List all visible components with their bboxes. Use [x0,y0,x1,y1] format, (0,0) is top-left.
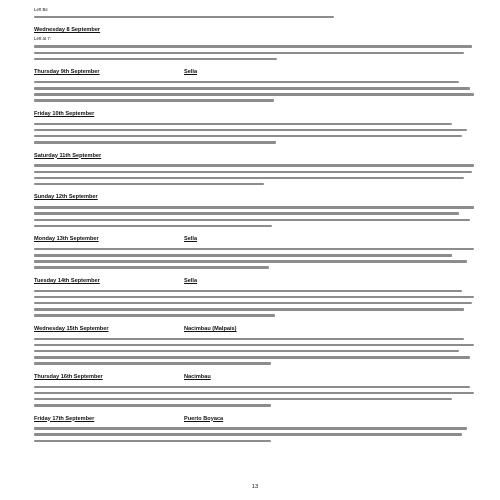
entry-date: Tuesday 14th September [34,277,100,284]
text-line [34,248,474,250]
text-line [34,164,474,166]
text-line [34,16,334,18]
entry-location: Puerto Boyaca [184,415,224,422]
entry-location: Sella [184,277,198,284]
text-line [34,135,462,137]
diary-entry [34,236,476,269]
entry-heading [34,236,476,244]
text-line [34,338,464,340]
document-page [34,6,476,494]
diary-entry [34,416,476,443]
text-line [34,404,271,406]
diary-entry [34,69,476,102]
entry-date: Monday 13th September [34,236,99,243]
text-line [34,260,467,262]
text-line [34,93,474,95]
text-line [34,52,464,54]
text-line [34,129,467,131]
text-line [34,177,464,179]
diary-entry [34,111,476,144]
text-line [34,225,272,227]
text-line [34,81,459,83]
page-number: 13 [251,484,259,490]
intro-paragraph [34,8,476,19]
entry-heading [34,416,476,424]
text-line [34,386,470,388]
text-line [34,87,470,89]
entry-date: Wednesday 8 September [34,27,101,34]
text-line [34,308,464,310]
entry-location: Sella [184,236,198,243]
text-line [34,398,452,400]
text-line [34,344,474,346]
text-line [34,433,462,435]
text-line [34,290,462,292]
text-line [34,45,472,47]
diary-entry [34,153,476,186]
entry-date: Friday 10th September [34,110,95,117]
entry-date: Thursday 16th September [34,373,103,380]
text-line [34,206,474,208]
text-line [34,356,470,358]
entry-heading [34,194,476,202]
text-line [34,212,459,214]
entry-heading [34,326,476,334]
entry-date: Saturday 11th September [34,152,102,159]
diary-entry [34,194,476,227]
text-line [34,141,276,143]
diary-entry [34,326,476,365]
entry-heading [34,374,476,382]
entry-date: Sunday 12th September [34,194,98,201]
text-line [34,314,275,316]
text-line [34,266,269,268]
entry-date: Wednesday 15th September [34,325,109,332]
entry-date: Thursday 9th September [34,69,100,76]
diary-entry [34,27,476,60]
entry-heading [34,69,476,77]
entry-heading [34,153,476,161]
text-line [34,58,277,60]
text-line [34,123,452,125]
text-line [34,392,474,394]
text-line [34,362,271,364]
entry-location: Nacimbau [184,373,211,380]
entry-heading [34,27,476,35]
text-line [34,99,274,101]
entry-lead-text: Left at 7: [34,36,52,41]
text-line [34,183,264,185]
entry-date: Friday 17th September [34,415,95,422]
diary-entry [34,374,476,407]
text-line [34,350,459,352]
text-line [34,254,452,256]
text-line [34,171,472,173]
text-line [34,219,470,221]
diary-text [34,8,476,442]
text-line [34,296,474,298]
entry-heading [34,111,476,119]
text-line [34,302,472,304]
intro-lead-text: Left Bil [34,7,48,12]
diary-entry [34,278,476,317]
entry-heading [34,278,476,286]
text-line [34,440,271,442]
text-line [34,427,467,429]
entry-location: Nacimbau (Malpais) [184,325,237,332]
entry-location: Sella [184,69,198,76]
